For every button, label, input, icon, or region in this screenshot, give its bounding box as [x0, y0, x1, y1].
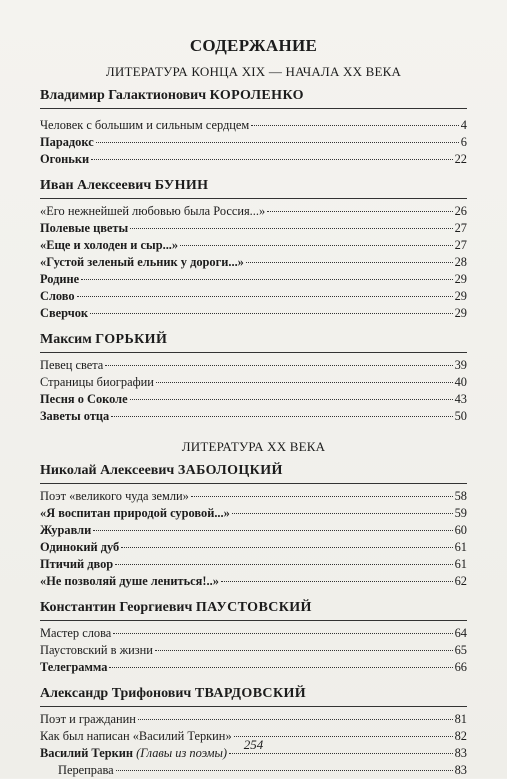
toc-entry-title: Птичий двор [40, 557, 114, 571]
toc-entry[interactable] [40, 271, 467, 288]
author-surname: ЗАБОЛОЦКИЙ [177, 463, 283, 478]
page-title: СОДЕРЖАНИЕ [189, 36, 318, 55]
author-name: Иван Алексеевич [40, 178, 152, 193]
toc-entry-title: «Я воспитан природой суровой...» [40, 506, 230, 520]
toc-entry[interactable] [40, 237, 467, 254]
toc-entry[interactable] [40, 762, 467, 779]
dot-leader [130, 228, 452, 229]
toc-entry[interactable] [40, 556, 467, 573]
author-surname: ТВАРДОВСКИЙ [194, 686, 307, 701]
toc-entry-title: Песня о Соколе [40, 392, 128, 406]
toc-entry-title: Полевые цветы [40, 221, 129, 235]
toc-list-paustovsky [40, 625, 467, 676]
toc-entry-title: Поэт «великого чуда земли» [40, 489, 189, 503]
toc-entry-title: Телеграмма [40, 660, 108, 674]
toc-entry-page: 50 [454, 409, 467, 423]
toc-entry[interactable] [40, 522, 467, 539]
toc-entry-title: «Не позволяй душе лениться!..» [40, 574, 219, 588]
toc-entry-page: 29 [454, 306, 467, 320]
dot-leader [138, 719, 453, 720]
toc-entry-page: 27 [454, 238, 467, 252]
dot-leader [232, 513, 453, 514]
author-name: Максим [40, 332, 92, 347]
toc-entry-page: 61 [454, 540, 467, 554]
toc-entry[interactable] [40, 625, 467, 642]
toc-entry-page: 43 [454, 392, 467, 406]
dot-leader [77, 296, 453, 297]
toc-entry[interactable] [40, 254, 467, 271]
toc-entry-title: «Густой зеленый ельник у дороги...» [40, 255, 244, 269]
dot-leader [96, 142, 459, 143]
page-number: 254 [243, 737, 264, 752]
author-heading-tvardovsky [40, 684, 467, 707]
toc-entry[interactable] [40, 151, 467, 168]
author-heading-gorky [40, 330, 467, 353]
section-heading-20th-century: ЛИТЕРАТУРА XX ВЕКА [181, 439, 326, 454]
toc-entry[interactable] [40, 408, 467, 425]
dot-leader [251, 125, 459, 126]
toc-entry-title: Одинокий дуб [40, 540, 120, 554]
dot-leader [221, 581, 453, 582]
toc-entry-page: 26 [454, 204, 467, 218]
dot-leader [121, 547, 452, 548]
toc-entry[interactable] [40, 220, 467, 237]
toc-entry-title: Журавли [40, 523, 92, 537]
dot-leader [229, 753, 453, 754]
toc-entry[interactable] [40, 203, 467, 220]
toc-entry[interactable] [40, 288, 467, 305]
dot-leader [111, 416, 452, 417]
toc-entry-page: 60 [454, 523, 467, 537]
toc-entry-title: Певец света [40, 358, 104, 372]
toc-list-korolenko [40, 117, 467, 168]
toc-entry-page: 61 [454, 557, 467, 571]
section-heading-19th-century: ЛИТЕРАТУРА КОНЦА XIX — НАЧАЛА XX ВЕКА [105, 64, 402, 79]
toc-entry[interactable] [40, 134, 467, 151]
dot-leader [156, 382, 453, 383]
toc-entry-page: 39 [454, 358, 467, 372]
toc-entry-title: Парадокс [40, 135, 94, 149]
toc-list-gorky [40, 357, 467, 425]
toc-entry-page: 6 [460, 135, 467, 149]
toc-entry-title: «Еще и холоден и сыр...» [40, 238, 179, 252]
toc-entry-page: 29 [454, 272, 467, 286]
toc-entry-title: Сверчок [40, 306, 89, 320]
toc-entry-page: 83 [454, 746, 467, 760]
toc-entry[interactable] [40, 659, 467, 676]
author-name: Константин Георгиевич [40, 600, 193, 615]
toc-entry-title: Поэт и гражданин [40, 712, 136, 726]
dot-leader [180, 245, 453, 246]
toc-list-bunin [40, 203, 467, 322]
toc-entry-title: Страницы биографии [40, 375, 154, 389]
toc-entry-title: Как был написан «Василий Теркин» [40, 729, 232, 743]
author-heading-paustovsky [40, 598, 467, 621]
toc-entry[interactable] [40, 539, 467, 556]
toc-entry-page: 83 [454, 763, 467, 777]
toc-entry[interactable] [40, 505, 467, 522]
toc-entry-page: 28 [454, 255, 467, 269]
toc-entry-title: Паустовский в жизни [40, 643, 153, 657]
toc-entry-page: 65 [454, 643, 467, 657]
dot-leader [113, 633, 452, 634]
toc-entry-title: Мастер слова [40, 626, 112, 640]
toc-entry-title: Человек с большим и сильным сердцем [40, 118, 250, 132]
author-name: Николай Алексеевич [40, 463, 175, 478]
dot-leader [81, 279, 452, 280]
toc-entry-page: 58 [454, 489, 467, 503]
toc-entry-title: Заветы отца [40, 409, 110, 423]
author-surname: ГОРЬКИЙ [95, 332, 168, 347]
toc-entry-page: 64 [454, 626, 467, 640]
toc-entry-page: 4 [460, 118, 467, 132]
dot-leader [246, 262, 453, 263]
dot-leader [91, 159, 452, 160]
toc-entry-page: 29 [454, 289, 467, 303]
toc-entry-title: «Его нежнейшей любовью была Россия...» [40, 204, 266, 218]
dot-leader [105, 365, 452, 366]
author-name: Александр Трифонович [40, 686, 192, 701]
toc-entry-page: 66 [454, 660, 467, 674]
toc-entry[interactable] [40, 642, 467, 659]
toc-entry-page: 40 [454, 375, 467, 389]
toc-entry-title: Огоньки [40, 152, 90, 166]
toc-entry-page: 59 [454, 506, 467, 520]
toc-entry-page: 81 [454, 712, 467, 726]
dot-leader [155, 650, 453, 651]
toc-entry[interactable] [40, 391, 467, 408]
dot-leader [130, 399, 453, 400]
toc-entry[interactable] [40, 711, 467, 728]
toc-entry-title: Слово [40, 289, 75, 303]
dot-leader [267, 211, 452, 212]
author-heading-korolenko [40, 86, 467, 109]
toc-entry-page: 62 [454, 574, 467, 588]
dot-leader [115, 564, 452, 565]
toc-entry-title: Переправа [58, 763, 114, 777]
author-name: Владимир Галактионович [40, 88, 207, 103]
author-surname: КОРОЛЕНКО [209, 88, 304, 103]
dot-leader [90, 313, 453, 314]
toc-entry-subtitle: (Главы из поэмы) [136, 746, 228, 760]
dot-leader [93, 530, 452, 531]
dot-leader [109, 667, 452, 668]
toc-entry-title: Родине [40, 272, 80, 286]
author-surname: БУНИН [154, 178, 209, 193]
author-surname: ПАУСТОВСКИЙ [195, 600, 312, 615]
toc-entry-title-main: Василий Теркин [40, 746, 134, 760]
author-heading-zabolotsky [40, 461, 467, 484]
author-heading-bunin [40, 176, 467, 199]
toc-entry-page: 82 [454, 729, 467, 743]
toc-entry[interactable] [40, 488, 467, 505]
toc-entry[interactable] [40, 305, 467, 322]
toc-list-zabolotsky [40, 488, 467, 590]
dot-leader [191, 496, 453, 497]
toc-entry[interactable] [40, 573, 467, 590]
toc-entry-page: 27 [454, 221, 467, 235]
toc-entry[interactable] [40, 374, 467, 391]
toc-entry[interactable] [40, 357, 467, 374]
toc-entry[interactable] [40, 117, 467, 134]
toc-entry-page: 22 [454, 152, 467, 166]
dot-leader [116, 770, 453, 771]
